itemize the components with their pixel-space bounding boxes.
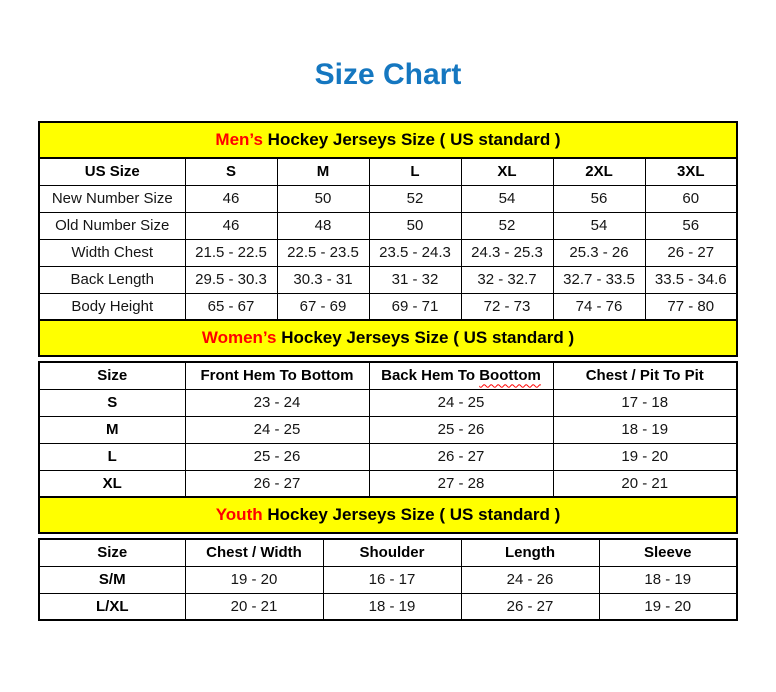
womens-header-row	[39, 362, 737, 389]
value-cell: 56	[553, 185, 645, 212]
value-cell: 46	[185, 185, 277, 212]
row-label-cell: L/XL	[39, 593, 185, 620]
value-cell: 54	[553, 212, 645, 239]
value-cell: 26 - 27	[185, 470, 369, 497]
value-cell: 19 - 20	[553, 443, 737, 470]
value-cell: 26 - 27	[645, 239, 737, 266]
value-cell: 69 - 71	[369, 293, 461, 320]
value-cell: 29.5 - 30.3	[185, 266, 277, 293]
mens-banner-highlight: Men’s	[215, 130, 263, 149]
value-cell: 56	[645, 212, 737, 239]
youth-row-lxl	[39, 593, 737, 620]
mens-row-width-chest	[39, 239, 737, 266]
value-cell: 65 - 67	[185, 293, 277, 320]
value-cell: 26 - 27	[369, 443, 553, 470]
header-text: Back Hem To	[381, 367, 480, 385]
youth-size-table	[38, 538, 738, 621]
womens-row-s	[39, 389, 737, 416]
value-cell: 20 - 21	[185, 593, 323, 620]
value-cell: 17 - 18	[553, 389, 737, 416]
mens-size-table	[38, 157, 738, 321]
value-cell: 33.5 - 34.6	[645, 266, 737, 293]
header-cell: Chest / Width	[185, 539, 323, 566]
header-cell: Front Hem To Bottom	[185, 362, 369, 389]
misspelled-word: Boottom	[479, 367, 541, 385]
page-title: Size Chart	[314, 58, 462, 91]
value-cell: 32.7 - 33.5	[553, 266, 645, 293]
value-cell: 31 - 32	[369, 266, 461, 293]
header-cell: Chest / Pit To Pit	[553, 362, 737, 389]
row-label-cell: New Number Size	[39, 185, 185, 212]
value-cell: 24 - 26	[461, 566, 599, 593]
row-label-cell: S/M	[39, 566, 185, 593]
header-cell: XL	[461, 158, 553, 185]
value-cell: 26 - 27	[461, 593, 599, 620]
youth-row-sm	[39, 566, 737, 593]
mens-row-new-number-size	[39, 185, 737, 212]
row-label-cell: S	[39, 389, 185, 416]
value-cell: 48	[277, 212, 369, 239]
value-cell: 18 - 19	[323, 593, 461, 620]
value-cell: 30.3 - 31	[277, 266, 369, 293]
womens-row-xl	[39, 470, 737, 497]
womens-row-m	[39, 416, 737, 443]
size-chart	[38, 121, 738, 621]
value-cell: 25 - 26	[369, 416, 553, 443]
youth-section-banner	[38, 496, 738, 534]
mens-row-body-height	[39, 293, 737, 320]
value-cell: 67 - 69	[277, 293, 369, 320]
value-cell: 16 - 17	[323, 566, 461, 593]
youth-header-row	[39, 539, 737, 566]
value-cell: 24 - 25	[369, 389, 553, 416]
value-cell: 24.3 - 25.3	[461, 239, 553, 266]
value-cell: 24 - 25	[185, 416, 369, 443]
header-cell: 3XL	[645, 158, 737, 185]
value-cell: 60	[645, 185, 737, 212]
value-cell: 32 - 32.7	[461, 266, 553, 293]
mens-row-back-length	[39, 266, 737, 293]
row-label-cell: XL	[39, 470, 185, 497]
value-cell: 52	[461, 212, 553, 239]
value-cell: 18 - 19	[599, 566, 737, 593]
mens-section-banner	[38, 121, 738, 159]
value-cell: 25.3 - 26	[553, 239, 645, 266]
womens-banner-text: Hockey Jerseys Size ( US standard )	[276, 328, 575, 347]
row-label-cell: M	[39, 416, 185, 443]
womens-row-l	[39, 443, 737, 470]
value-cell: 50	[277, 185, 369, 212]
header-cell: Size	[39, 362, 185, 389]
row-label-cell: Body Height	[39, 293, 185, 320]
value-cell: 54	[461, 185, 553, 212]
value-cell: 50	[369, 212, 461, 239]
header-cell: M	[277, 158, 369, 185]
value-cell: 77 - 80	[645, 293, 737, 320]
value-cell: 19 - 20	[599, 593, 737, 620]
value-cell: 23 - 24	[185, 389, 369, 416]
value-cell: 52	[369, 185, 461, 212]
womens-size-table	[38, 361, 738, 498]
value-cell: 27 - 28	[369, 470, 553, 497]
value-cell: 72 - 73	[461, 293, 553, 320]
value-cell: 74 - 76	[553, 293, 645, 320]
header-cell: US Size	[39, 158, 185, 185]
value-cell: 18 - 19	[553, 416, 737, 443]
header-cell-misspelled	[369, 362, 553, 389]
youth-banner-text: Hockey Jerseys Size ( US standard )	[262, 505, 561, 524]
header-cell: L	[369, 158, 461, 185]
row-label-cell: Old Number Size	[39, 212, 185, 239]
value-cell: 21.5 - 22.5	[185, 239, 277, 266]
value-cell: 46	[185, 212, 277, 239]
value-cell: 23.5 - 24.3	[369, 239, 461, 266]
mens-banner-text: Hockey Jerseys Size ( US standard )	[262, 130, 561, 149]
value-cell: 19 - 20	[185, 566, 323, 593]
row-label-cell: L	[39, 443, 185, 470]
womens-section-banner	[38, 319, 738, 357]
youth-banner-highlight: Youth	[215, 505, 263, 524]
header-cell: Shoulder	[323, 539, 461, 566]
header-cell: Size	[39, 539, 185, 566]
womens-banner-highlight: Women’s	[201, 328, 277, 347]
mens-header-row	[39, 158, 737, 185]
mens-row-old-number-size	[39, 212, 737, 239]
header-cell: 2XL	[553, 158, 645, 185]
row-label-cell: Width Chest	[39, 239, 185, 266]
header-cell: Sleeve	[599, 539, 737, 566]
value-cell: 20 - 21	[553, 470, 737, 497]
row-label-cell: Back Length	[39, 266, 185, 293]
header-cell: S	[185, 158, 277, 185]
value-cell: 22.5 - 23.5	[277, 239, 369, 266]
value-cell: 25 - 26	[185, 443, 369, 470]
header-cell: Length	[461, 539, 599, 566]
